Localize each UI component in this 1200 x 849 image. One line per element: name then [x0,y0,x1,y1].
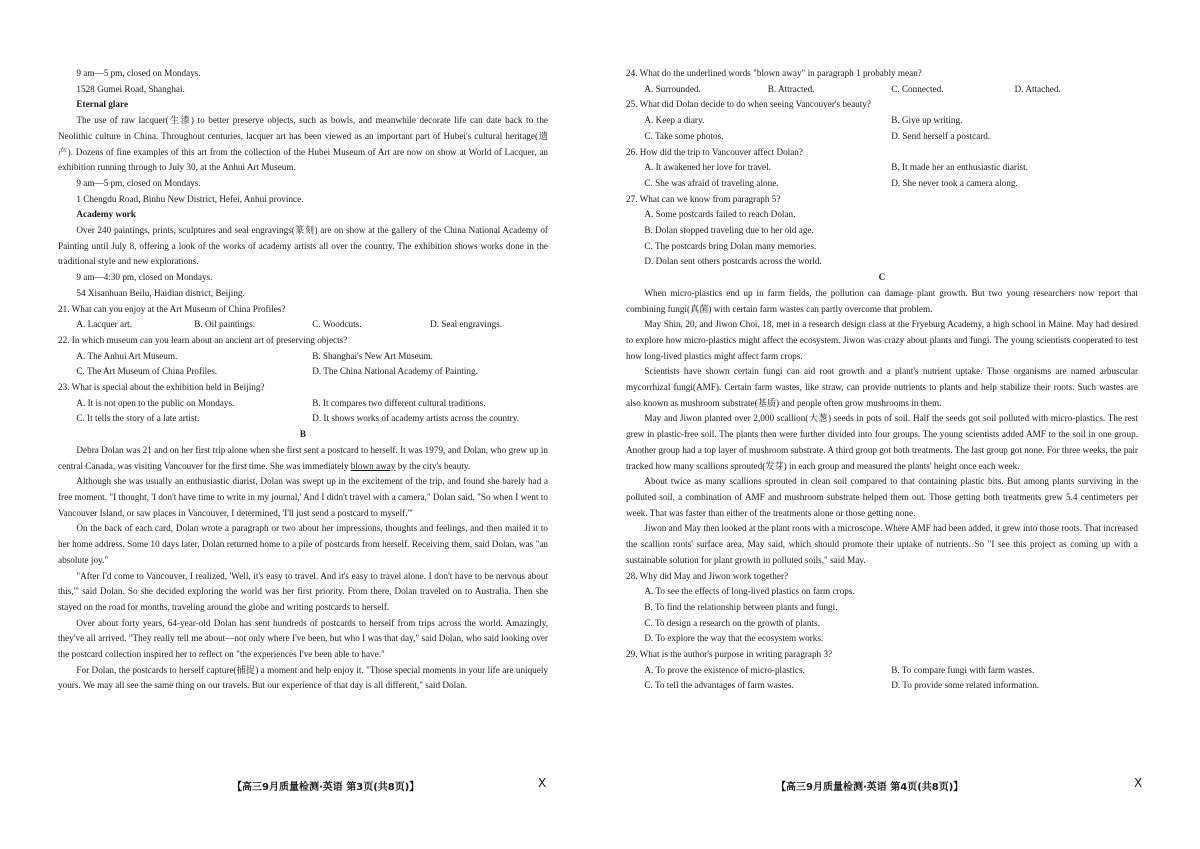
shanghai-hours: 9 am—5 pm, closed on Mondays. [76,68,201,78]
option-23-d[interactable]: D. It shows works of academy artists across the country. [312,413,520,424]
page-4 [626,66,1138,694]
option-23-a[interactable]: A. It is not open to the public on Mondays. [76,397,235,408]
question-23: 23. What is special about the exhibition held in Beijing? [58,382,265,393]
passage-c-paragraph-6: Jiwon and May then looked at the plant roots with a microscope. Where AMF had been added, it grew into those roots. That increased the scallion roots' surface area, May said, which should promote their uptake of nutrients. So "I see this project as coming up with a sustainable solution for plant growth in polluted soils," said May. [626,523,1138,565]
question-23-options [58,396,548,427]
passage-c-paragraph-1: When micro-plastics end up in farm fields, the pollution can damage plant growth. But two young researchers now report that combining fungi(真菌) with certain farm wastes can partly overcome that problem. [626,287,1138,314]
option-26-c[interactable]: C. She was afraid of traveling alone. [644,177,779,188]
option-28-a[interactable]: A. To see the effects of long-lived plastics on farm crops. [644,586,855,597]
option-24-b[interactable]: B. Attracted. [767,83,815,94]
question-25: 25. What did Dolan decide to do when seeing Vancouver's beauty? [626,99,871,110]
question-22-options [58,349,548,380]
eternal-glare-hours: 9 am—5 pm, closed on Mondays. [76,177,201,188]
shanghai-address: 1528 Gumei Road, Shanghai. [76,83,185,94]
option-26-b[interactable]: B. It made her an enthusiastic diarist. [891,162,1028,173]
option-24-a[interactable]: A. Surrounded. [644,83,701,94]
passage-b-paragraph-4: "After I'd come to Vancouver, I realized, 'Well, it's easy to travel. And it's easy to travel alone. I don't have to be nervous about this,'" said Dolan. So she decided exploring the world was her first priority. From there, Dolan traveled on to Australia. Then she stayed on the road for months, traveling around the globe and writing postcards to herself. [58,570,548,612]
option-26-d[interactable]: D. She never took a camera along. [891,177,1018,188]
option-25-b[interactable]: B. Give up writing. [891,115,963,126]
passage-b-paragraph-2: Although she was usually an enthusiastic diarist, Dolan was swept up in the excitement of the trip, and found she barely had a free moment. "I thought, 'I don't have time to write in my journal,' And I didn't travel with a camera," Dolan said. "So when I went to Vancouver Island, or saw places in Vancouver, I determined, 'I'll just send a postcard to myself.'" [58,476,548,518]
question-24: 24. What do the underlined words "blown away" in paragraph 1 probably mean? [626,68,922,78]
question-29: 29. What is the author's purpose in writing paragraph 3? [626,649,833,660]
question-22: 22. In which museum can you learn about an ancient art of preserving objects? [58,334,348,345]
option-21-d[interactable]: D. Seal engravings. [430,319,503,330]
underlined-blown-away: blown away [350,460,396,471]
option-28-b[interactable]: B. To find the relationship between plants and fungi. [644,601,838,612]
option-29-a[interactable]: A. To prove the existence of micro-plastics. [644,664,805,675]
academy-work-hours: 9 am—4:30 pm, closed on Mondays. [76,272,213,283]
academy-work-body: Over 240 paintings, prints, sculptures and seal engravings(篆刻) are on show at the gallery of the China National Academy of Painting until July 8, offering a look of the works of academy artists all over the country. The exhibition shows works done in the traditional style and new explorations. [58,225,548,267]
eternal-glare-address: 1 Chengdu Road, Binhu New District, Hefei, Anhui province. [76,193,304,204]
option-27-b[interactable]: B. Dolan stopped traveling due to her old age. [644,225,814,236]
option-26-a[interactable]: A. It awakened her love for travel. [644,162,771,173]
question-21: 21. What can you enjoy at the Art Museum of China Profiles? [58,303,286,314]
option-22-b[interactable]: B. Shanghai's New Art Museum. [312,350,433,361]
question-24-options [626,82,1138,98]
passage-b-p1-end: by the city's beauty. [395,460,471,471]
section-c-heading: C [878,272,886,283]
page-3 [58,66,548,694]
academy-work-heading: Academy work [76,209,136,220]
question-26-options [626,160,1138,191]
option-29-b[interactable]: B. To compare fungi with farm wastes. [891,664,1035,675]
question-27: 27. What can we know from paragraph 5? [626,193,781,204]
option-21-b[interactable]: B. Oil paintings. [194,319,256,330]
passage-c-paragraph-5: About twice as many scallions sprouted in clean soil compared to that containing plastic bits. But among plants surviving in the polluted soil, a combination of AMF and mushroom substrate helped them out. Those getting both treatments grew 5.4 centimeters per week. That was faster than either of the treatments alone or those getting none. [626,476,1138,518]
section-b-heading: B [299,429,307,440]
question-26: 26. How did the trip to Vancouver affect Dolan? [626,146,803,157]
page-3-footer: 【高三9月质量检测·英语 第3页(共8页)】 [232,782,420,793]
option-22-c[interactable]: C. The Art Museum of China Profiles. [76,366,218,377]
option-21-a[interactable]: A. Lacquer art. [76,319,132,330]
passage-b-paragraph-1 [58,443,548,474]
option-27-d[interactable]: D. Dolan sent others postcards across the world. [644,256,822,267]
eternal-glare-heading: Eternal glare [76,99,129,110]
passage-c-paragraph-3: Scientists have shown certain fungi can aid root growth and a plant's nutrient uptake. Those organisms are named arbuscular mycorrhizal fungi(AMF). Certain farm wastes, like straw, can provide nutrients to plants and help stabilize their roots. Such wastes are also known as mushroom substrate(基质) and people often grow mushrooms in them. [626,366,1138,408]
option-22-d[interactable]: D. The China National Academy of Painting. [312,366,478,377]
option-22-a[interactable]: A. The Anhui Art Museum. [76,350,178,361]
option-29-d[interactable]: D. To provide some related information. [891,680,1040,691]
option-29-c[interactable]: C. To tell the advantages of farm wastes. [644,680,794,691]
question-29-options [626,663,1138,694]
passage-b-paragraph-3: On the back of each card, Dolan wrote a paragraph or two about her impressions, thoughts and feelings, and then mailed it to her home address. Some 10 days later, Dolan returned home to a pile of postcards from herself. Receiving them, said Dolan, was "an absolute joy." [58,523,548,565]
question-28: 28. Why did May and Jiwon work together? [626,570,789,581]
page-4-footer: 【高三9月质量检测·英语 第4页(共8页)】 [776,782,964,793]
option-21-c[interactable]: C. Woodcuts. [312,319,362,330]
option-23-b[interactable]: B. It compares two different cultural traditions. [312,397,486,408]
option-25-c[interactable]: C. Take some photos. [644,130,724,141]
option-27-a[interactable]: A. Some postcards failed to reach Dolan. [644,209,796,220]
academy-work-address: 54 Xisanhuan Beilu, Haidian district, Beijing. [76,287,245,298]
question-28-options [626,584,1138,647]
passage-b-p1-start: Debra Dolan was 21 and on her first trip alone when she first sent a postcard to herself. It was 1979, and Dolan, who grew up in central Canada, was visiting Vancouver for the first time. She was immediately [58,444,548,471]
page-3-x-mark: X [538,776,547,790]
option-28-c[interactable]: C. To design a research on the growth of plants. [644,617,820,628]
option-24-d[interactable]: D. Attached. [1014,83,1061,94]
passage-c-paragraph-4: May and Jiwon planted over 2,000 scallion(大葱) seeds in pots of soil. Half the seeds got soil polluted with micro-plastics. The rest grew in plastic-free soil. The plants then were further divided into four groups. The young scientists added AMF to the soil in one group. Another group had a top layer of mushroom substrate. A third group got both treatments. The last group got none. For three weeks, the pair tracked how many scallions sprouted(发芽) in each group and measured the plants' height once each week. [626,413,1138,471]
page-4-x-mark: X [1134,776,1143,790]
option-28-d[interactable]: D. To explore the way that the ecosystem works. [644,633,824,644]
passage-b-paragraph-5: Over about forty years, 64-year-old Dolan has sent hundreds of postcards to herself from trips across the world. Amazingly, they've all arrived. "They really tell me about—not only where I've been, but who I was that day," said Dolan, who said looking over the postcard collection inspired her to reflect on "the experiences I've been able to have." [58,617,548,660]
option-23-c[interactable]: C. It tells the story of a late artist. [76,413,200,424]
option-24-c[interactable]: C. Connected. [891,83,944,94]
question-25-options [626,113,1138,144]
eternal-glare-body: The use of raw lacquer(生漆) to better preserve objects, such as bowls, and meanwhile decorate life can date back to the Neolithic culture in China. Throughout centuries, lacquer art has been viewed as an important part of Hubei's cultural heritage(遗产). Dozens of fine examples of this art from the collection of the Hubei Museum of Art are now on show at World of Lacquer, an exhibition running through to July 30, at the Anhui Art Museum. [58,115,548,173]
question-27-options [626,207,1138,270]
option-25-d[interactable]: D. Send herself a postcard. [891,130,991,141]
question-21-options [58,317,548,333]
option-25-a[interactable]: A. Keep a diary. [644,115,705,126]
passage-b-paragraph-6: For Dolan, the postcards to herself capture(捕捉) a moment and help enjoy it. "Those special moments in your life are uniquely yours. We may all see the same thing on our travels. But our experience of that day is all different," said Dolan. [58,664,548,691]
passage-c-paragraph-2: May Shin, 20, and Jiwon Choi, 18, met in a research design class at the Fryeburg Academy, a high school in Maine. May had desired to explore how micro-plastics might affect the ecosystem. Jiwon was crazy about plants and fungi. The young scientists cooperated to test how long-lived plastics might affect farm crops. [626,319,1138,361]
option-27-c[interactable]: C. The postcards bring Dolan many memories. [644,240,817,251]
